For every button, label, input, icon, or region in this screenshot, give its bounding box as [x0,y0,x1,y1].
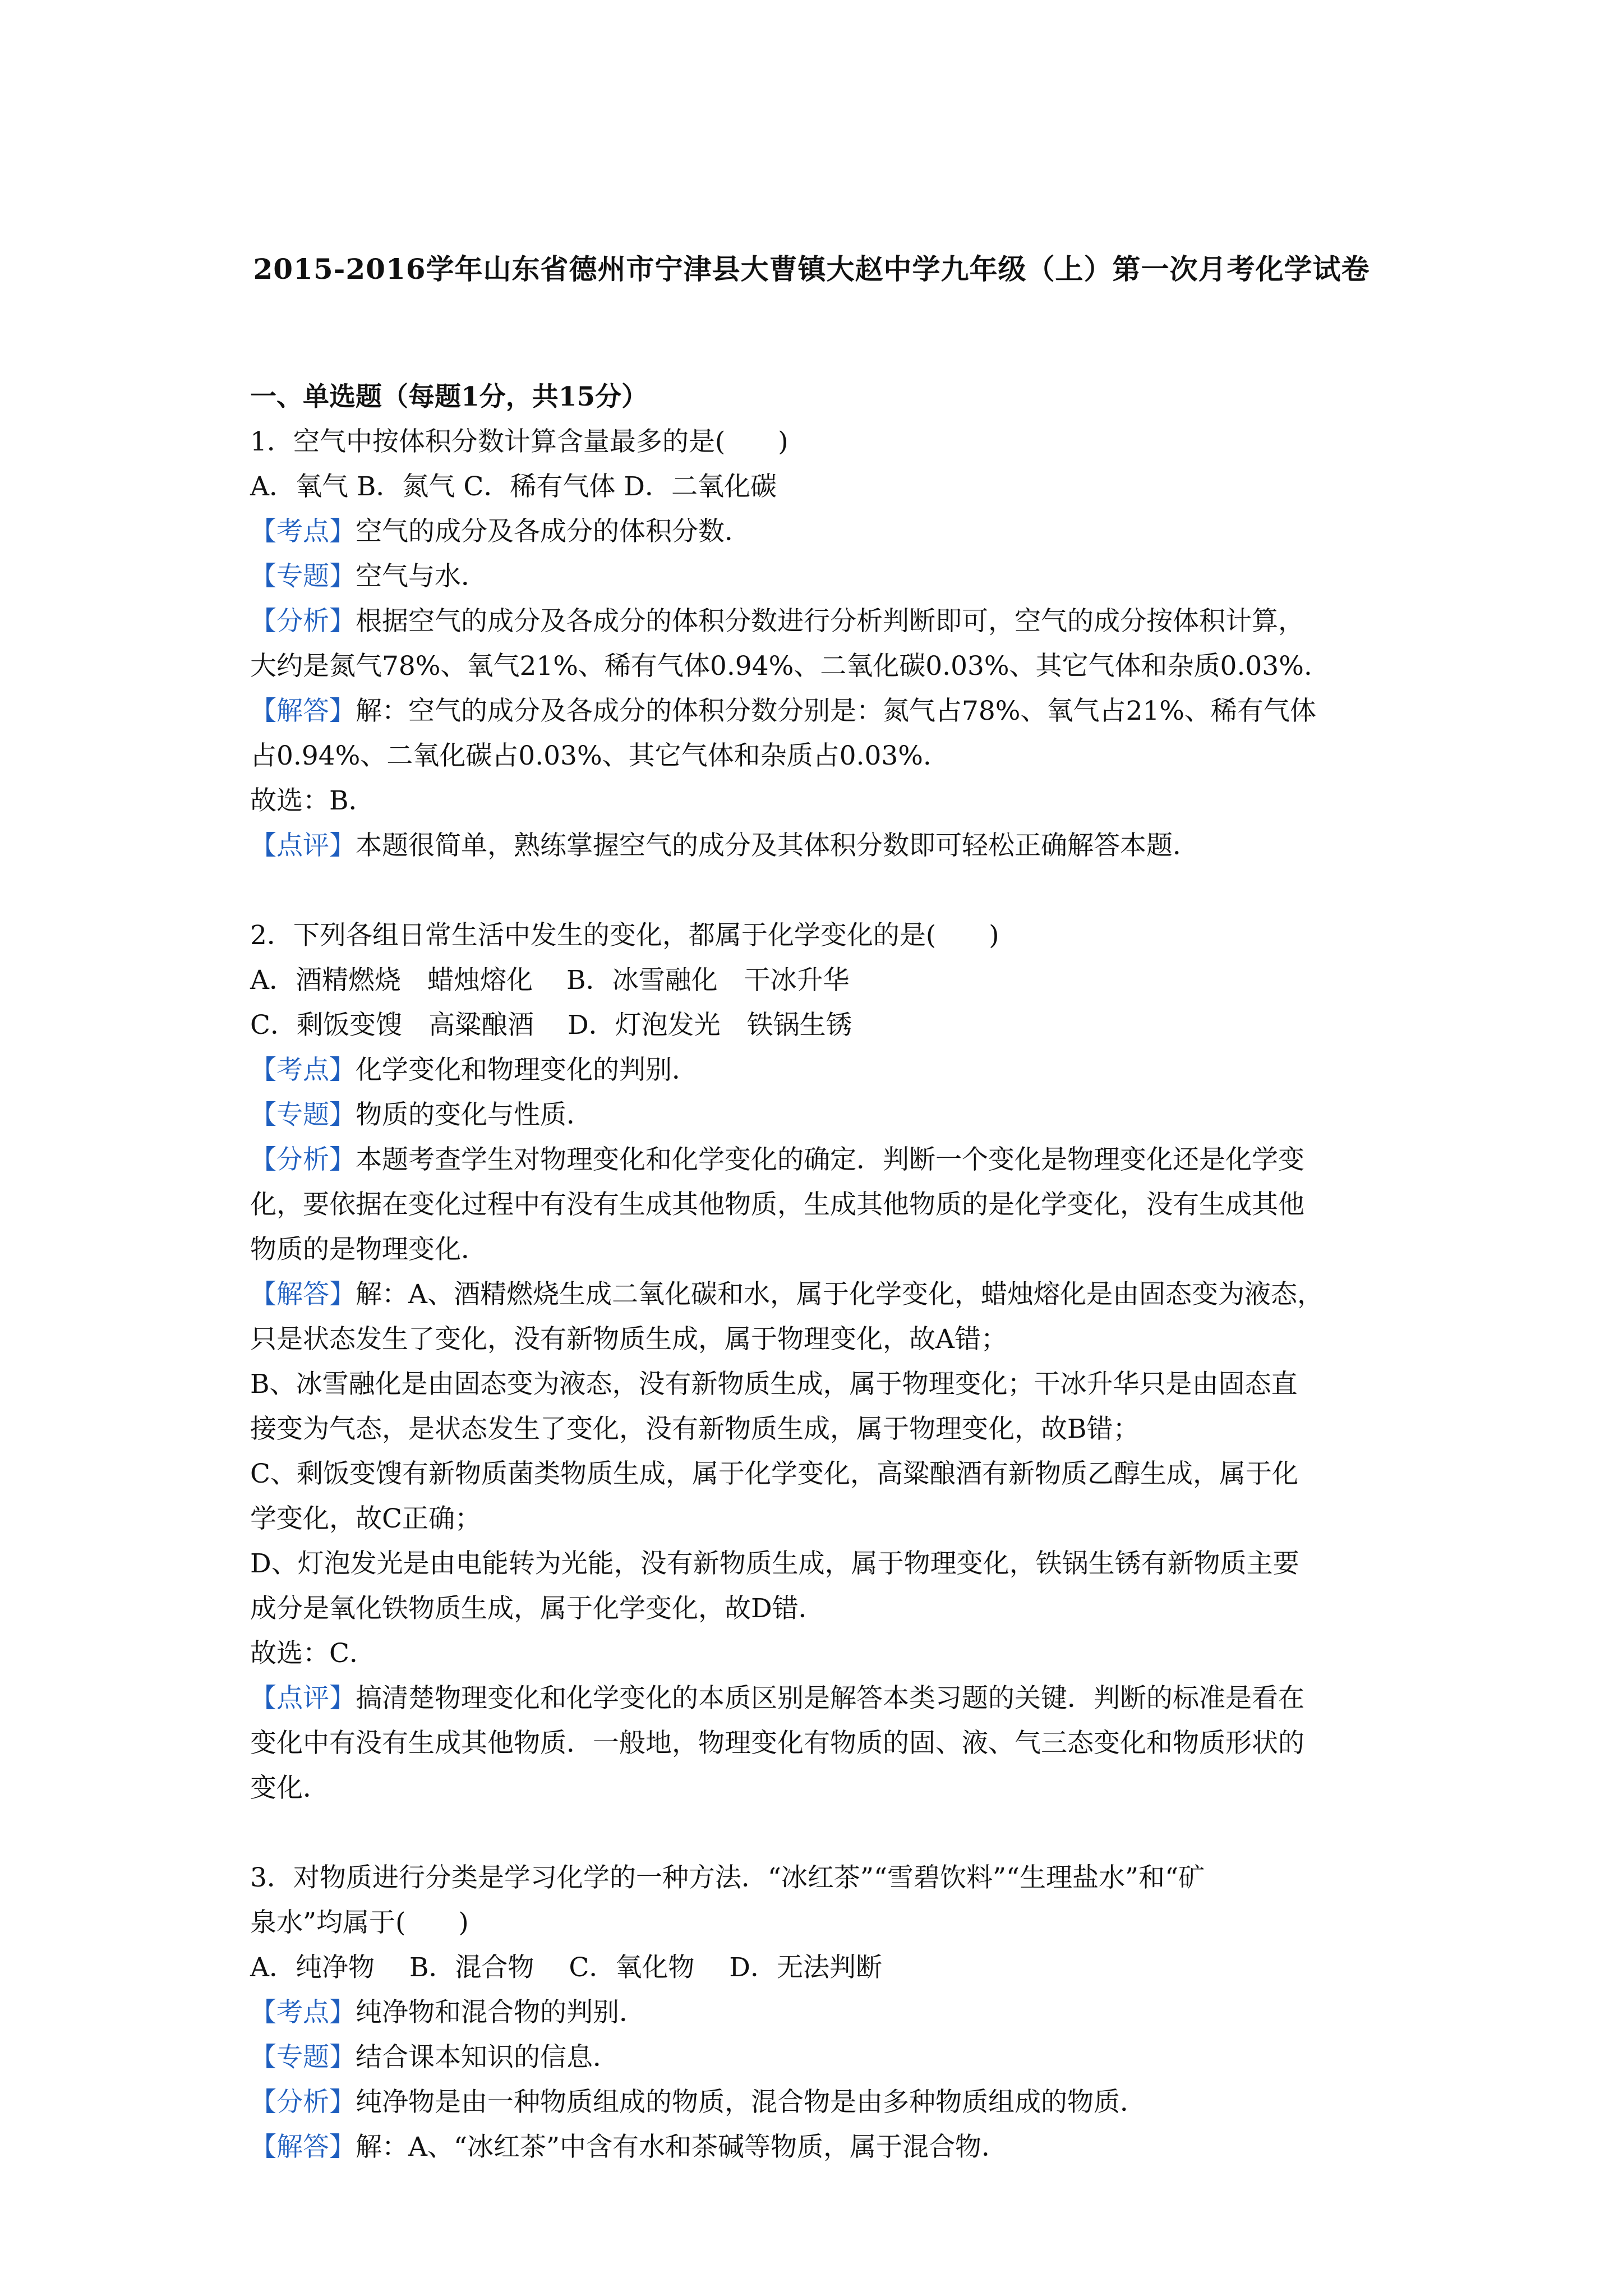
question-2-jieda-cont: 学变化，故C正确； [250,1503,481,1534]
question-1-options: A．氧气 B．氮气 C．稀有气体 D．二氧化碳 [250,471,777,502]
kaodian-text: 空气的成分及各成分的体积分数． [356,516,751,547]
question-3-jieda [250,2125,1394,2170]
fenxi-tag: 【分析】 [250,2087,356,2118]
question-3-stem-cont: 泉水”均属于( ) [250,1907,469,1938]
document-body [250,375,1394,2170]
question-2-fenxi [250,1138,1394,1182]
option-a: A．酒精燃烧 蜡烛熔化 [250,965,533,996]
zhuanti-text: 物质的变化与性质． [356,1099,593,1130]
kaodian-tag: 【考点】 [250,1997,356,2028]
option-c: C．剩饭变馊 高粱酿酒 [250,1010,534,1041]
question-2-dianping-cont: 变化． [250,1773,329,1803]
question-2-fenxi-cont: 物质的是物理变化． [250,1234,487,1265]
question-1-stem: 1．空气中按体积分数计算含量最多的是( ) [250,426,789,457]
kaodian-tag: 【考点】 [250,516,356,547]
option-d: D．灯泡发光 铁锅生锈 [567,1010,852,1041]
kaodian-tag: 【考点】 [250,1055,356,1085]
question-2-jieda-cont: 成分是氧化铁物质生成，属于化学变化，故D错． [250,1593,825,1624]
question-2-jieda [250,1272,1394,1317]
question-2-options-ab [250,958,1394,1003]
fenxi-text: 纯净物是由一种物质组成的物质，混合物是由多种物质组成的物质． [356,2087,1146,2118]
dianping-tag: 【点评】 [250,1683,356,1714]
zhuanti-tag: 【专题】 [250,561,356,592]
jieda-tag: 【解答】 [250,696,356,726]
jieda-text: 解：空气的成分及各成分的体积分数分别是：氮气占78%、氧气占21%、稀有气体 [356,696,1316,726]
question-2-jieda-cont: 接变为气态，是状态发生了变化，没有新物质生成，属于物理变化，故B错； [250,1414,1140,1444]
question-1-zhuanti [250,554,1394,599]
zhuanti-tag: 【专题】 [250,1099,356,1130]
dianping-text: 搞清楚物理变化和化学变化的本质区别是解答本类习题的关键．判断的标准是看在 [356,1683,1304,1714]
dianping-tag: 【点评】 [250,830,356,861]
question-2-jieda-cont: C、剩饭变馊有新物质菌类物质生成，属于化学变化，高粱酿酒有新物质乙醇生成，属于化 [250,1458,1298,1489]
question-2-dianping-cont: 变化中有没有生成其他物质．一般地，物理变化有物质的固、液、气三态变化和物质形状的 [250,1728,1304,1759]
question-2-jieda-cont: D、灯泡发光是由电能转为光能，没有新物质生成，属于物理变化，铁锅生锈有新物质主要 [250,1548,1299,1579]
kaodian-text: 化学变化和物理变化的判别． [356,1055,698,1085]
question-1-dianping [250,823,1394,868]
zhuanti-tag: 【专题】 [250,2042,356,2073]
fenxi-tag: 【分析】 [250,606,356,637]
question-2-options-cd [250,1003,1394,1048]
question-1-kaodian [250,509,1394,554]
fenxi-text: 根据空气的成分及各成分的体积分数进行分析判断即可，空气的成分按体积计算， [356,606,1304,637]
fenxi-text: 本题考查学生对物理变化和化学变化的确定．判断一个变化是物理变化还是化学变 [356,1144,1304,1175]
jieda-tag: 【解答】 [250,1279,356,1310]
question-3-fenxi [250,2080,1394,2125]
dianping-text: 本题很简单，熟练掌握空气的成分及其体积分数即可轻松正确解答本题． [356,830,1199,861]
zhuanti-text: 空气与水． [356,561,487,592]
kaodian-text: 纯净物和混合物的判别． [356,1997,645,2028]
question-1-answer: 故选：B． [250,785,375,816]
fenxi-tag: 【分析】 [250,1144,356,1175]
question-3-stem: 3．对物质进行分类是学习化学的一种方法．“冰红茶”“雪碧饮料”“生理盐水”和“矿 [250,1862,1205,1893]
spacer [250,1811,1394,1856]
jieda-text: 解：A、酒精燃烧生成二氧化碳和水，属于化学变化，蜡烛熔化是由固态变为液态， [356,1279,1324,1310]
question-2-zhuanti [250,1093,1394,1138]
question-2-kaodian [250,1048,1394,1093]
zhuanti-text: 结合课本知识的信息． [356,2042,619,2073]
section-heading: 一、单选题（每题1分，共15分） [250,381,648,412]
question-3-kaodian [250,1990,1394,2035]
question-2-jieda-cont: 只是状态发生了变化，没有新物质生成，属于物理变化，故A错； [250,1324,1007,1355]
question-3-options: A．纯净物 B．混合物 C．氧化物 D．无法判断 [250,1952,882,1983]
question-1-fenxi-cont: 大约是氮气78%、氧气21%、稀有气体0.94%、二氧化碳0.03%、其它气体和杂质0.03%. [250,651,1312,682]
question-2-dianping [250,1676,1394,1721]
spacer [250,868,1394,913]
question-2-stem: 2．下列各组日常生活中发生的变化，都属于化学变化的是( ) [250,920,999,951]
question-2-jieda-cont: B、冰雪融化是由固态变为液态，没有新物质生成，属于物理变化；干冰升华只是由固态直 [250,1369,1298,1400]
jieda-tag: 【解答】 [250,2132,356,2162]
question-1-jieda [250,689,1394,734]
question-1-jieda-cont: 占0.94%、二氧化碳占0.03%、其它气体和杂质占0.03%. [250,740,932,771]
question-2-answer: 故选：C． [250,1638,376,1669]
question-2-fenxi-cont: 化，要依据在变化过程中有没有生成其他物质，生成其他物质的是化学变化，没有生成其他 [250,1189,1304,1220]
question-1-fenxi [250,599,1394,644]
question-3-zhuanti [250,2035,1394,2080]
page-title: 2015-2016学年山东省德州市宁津县大曹镇大赵中学九年级（上）第一次月考化学试卷 [253,252,1370,286]
option-b: B．冰雪融化 干冰升华 [566,965,850,996]
jieda-text: 解：A、“冰红茶”中含有水和茶碱等物质，属于混合物． [356,2132,1008,2162]
